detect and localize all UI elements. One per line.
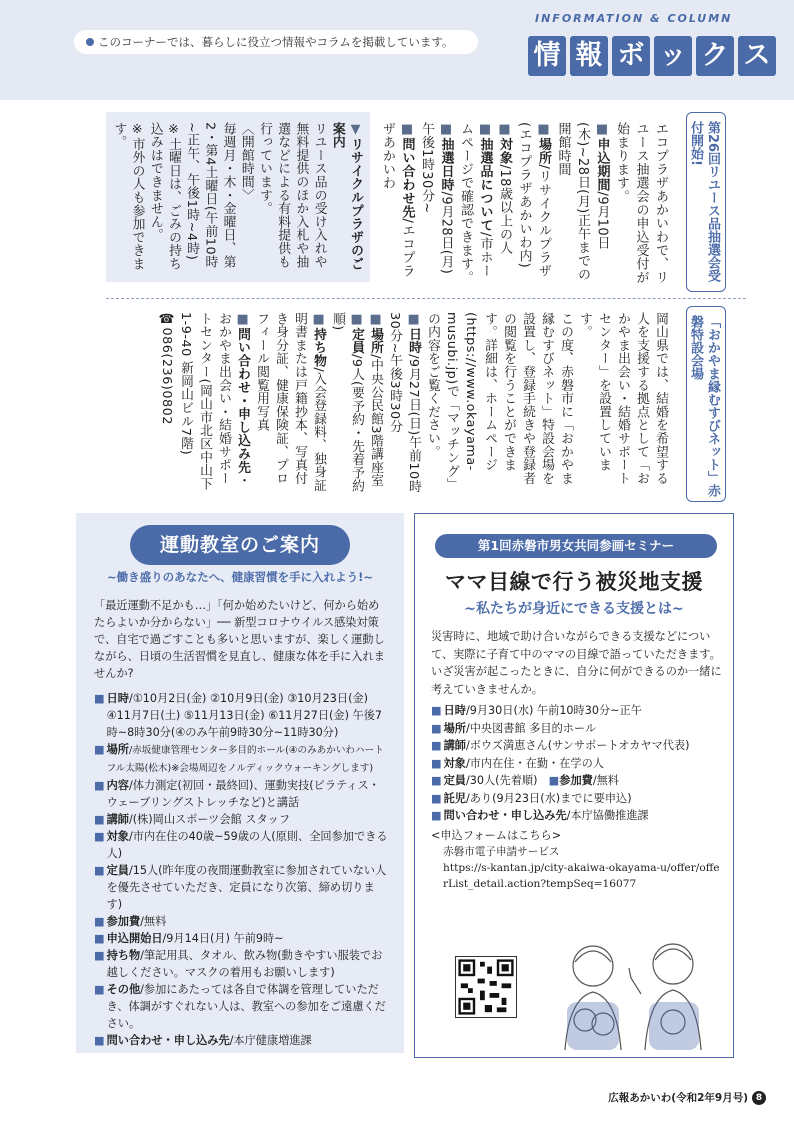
konkatsu-article: 岡山県では、結婚を希望する人を支援する拠点として「おかやま出会い・結婚サポートセンター」を設置しています。 この度、赤磐市に「おかやま縁むすびネット」特設会場を設置し、登録手続きや登録者の閲覧を行うことができます。詳細は、ホームページ(https://www.okayama-musubi.jp)で「マッチング」の内容をご覧ください。 ■日時/9月27日(日)午前10時30分~午後3時30分 ■場所/中央公民館3階講座室 ■定員/9人(要予約・先着予約順) ■持ち物/入会登録料、独身証明書または戸籍抄本、写真付き身分証、健康保険証、プロフィール閲覧用写真 ■問い合わせ・申し込み先・おかやま出会い・結婚サポートセンター(岡山市北区中山下1-9-40 新岡山ビル7階) ☎086(236)0802 xyxy=(159,312,668,493)
corner-english-label: INFORMATION & COLUMN xyxy=(535,12,733,25)
seminar-item-capacity: ■ 定員/30人(先着順) ■参加費/無料 xyxy=(431,774,619,787)
corner-title xyxy=(528,36,776,76)
publication-name: 広報あかいわ(令和2年9月号) xyxy=(608,1092,748,1104)
seminar-tag: 第1回赤磐市男女共同参画セミナー xyxy=(435,534,717,558)
seminar-form-service: 赤磐市電子申請サービス xyxy=(443,846,560,858)
title-char: ク xyxy=(696,36,734,76)
exercise-banner xyxy=(90,525,390,593)
title-char: ッ xyxy=(654,36,692,76)
seminar-intro: 災害時に、地域で助け合いながらできる支援などについて、実際に子育て中のママの目線で語っていただきます。いざ災害が起こったときに、自分に何ができるのか一緒に考えていきませんか。 xyxy=(431,630,722,696)
seminar-body xyxy=(431,628,723,892)
seminar-item-contact: ■ 問い合わせ・申し込み先/本庁協働推進課 xyxy=(431,809,649,822)
section-divider xyxy=(106,298,746,299)
seminar-item-date: ■ 日時/9月30日(水) 午前10時30分~正午 xyxy=(431,704,642,717)
seminar-item-childcare: ■ 託児/あり(9月23日(水)までに要申込) xyxy=(431,791,632,805)
reuse-lottery-article: エコプラザあかいわで、リユース抽選会の申込受付が始まります。 ■申込期間/9月10日(木)~28日(月)正午までの開館時間 ■場所/リサイクルプラザ(エコプラザあかいわ内) ■対象/18歳以上の人 ■抽選品について/市ホームページで確認できます。 ■抽選日時/9月28日(月)午後1時30分~ ■問い合わせ先/エコプラザあかいわ xyxy=(380,122,668,284)
page-footer xyxy=(608,1090,766,1105)
exercise-body xyxy=(94,597,390,1049)
recycle-plaza-box: ▼リサイクルプラザのご案内 リユース品の受け入れや無料提供のほか入札や抽選などによる有料提供も行っています。 〈開館時間〉 毎週月・木・金曜日、第2・第4土曜日(午前10時~正午、午後1時~4時) ※土曜日は、ごみの持ち込みはできません。 ※市外の人も参加できます。 xyxy=(106,112,370,282)
exercise-item: ■ 対象/市内在住の40歳~59歳の人(原則、全回参加できる人) xyxy=(94,830,388,860)
exercise-item: ■ 定員/15人(昨年度の夜間運動教室に参加されていない人を優先させていただき、定員になり次第、締め切ります) xyxy=(94,864,387,911)
exercise-class-box xyxy=(76,513,404,1053)
seminar-form-label: <申込フォームはこちら> xyxy=(431,828,562,842)
seminar-title: ママ目線で行う被災地支援 xyxy=(445,570,703,594)
mothers-illustration-icon xyxy=(545,932,725,1050)
seminar-item-lecturer: ■ 講師/ボウズ満恵さん(サンサポートオカヤマ代表) xyxy=(431,739,690,752)
seminar-form-url[interactable]: https://s-kantan.jp/city-akaiwa-okayama-u/offer/offerList_detail.action?tempSeq=16077 xyxy=(443,862,720,890)
exercise-item: ■ 参加費/無料 xyxy=(94,915,167,928)
seminar-item-place: ■ 場所/中央図書館 多目的ホール xyxy=(431,721,597,735)
reuse-lottery-tag: 第26回リユース品抽選会受付開始! xyxy=(686,112,726,292)
exercise-item: ■ 内容/体力測定(初回・最終回)、運動実技(ピラティス・ウェーブリングストレッチなど)と講話 xyxy=(94,779,380,809)
exercise-item: ■ 場所/赤坂健康管理センター多目的ホール(④のみあかいわハートフル太陽(松木)※会場周辺をノルディックウォーキングします) xyxy=(94,743,384,774)
exercise-item: ■ 日時/①10月2日(金) ②10月9日(金) ③10月23日(金) ④11月7日(土) ⑤11月13日(金) ⑥11月27日(金) 午後7時~8時30分(④のみ午前9時30分~11時30分) xyxy=(94,692,382,739)
qr-code-icon[interactable] xyxy=(455,956,517,1018)
exercise-item: ■ 講師/(株)岡山スポーツ会館 スタッフ xyxy=(94,813,291,826)
exercise-intro: 「最近運動不足かも…」「何か始めたいけど、何から始めたらよいか分からない」── 新型コロナウイルス感染対策で、自宅で過ごすことも多いと思いますが、楽しく運動しながら、日頃の生活習慣を見直し、健康な体を手に入れませんか? xyxy=(94,599,385,680)
seminar-item-target: ■ 対象/市内在住・在勤・在学の人 xyxy=(431,756,604,770)
exercise-item: ■ 問い合わせ・申し込み先/本庁健康増進課 xyxy=(94,1034,312,1047)
page-number: 8 xyxy=(752,1091,766,1105)
title-char: 情 xyxy=(528,36,566,76)
title-char: ボ xyxy=(612,36,650,76)
title-char: ス xyxy=(738,36,776,76)
seminar-subtitle: ~私たちが身近にできる支援とは~ xyxy=(464,601,684,617)
bullet-icon xyxy=(86,38,94,46)
header xyxy=(0,0,794,100)
seminar-box xyxy=(414,513,734,1058)
exercise-item: ■ 申込開始日/9月14日(月) 午前9時~ xyxy=(94,932,284,945)
corner-notice: このコーナーでは、暮らしに役立つ情報やコラムを掲載しています。 xyxy=(74,30,478,54)
konkatsu-tag: 「おかやま縁むすびネット」赤磐特設会場 xyxy=(686,306,726,502)
exercise-item: ■ 持ち物/筆記用具、タオル、飲み物(動きやすい服装でお越しください。マスクの着用もお願いします) xyxy=(94,949,383,979)
exercise-title: 運動教室のご案内 xyxy=(159,534,320,556)
title-char: 報 xyxy=(570,36,608,76)
exercise-item: ■ その他/参加にあたっては各自で体調を管理していただき、体調がすぐれない人は、教室への参加をご遠慮ください。 xyxy=(94,983,386,1030)
exercise-subtitle: ~働き盛りのあなたへ、健康習慣を手に入れよう!~ xyxy=(106,570,373,584)
